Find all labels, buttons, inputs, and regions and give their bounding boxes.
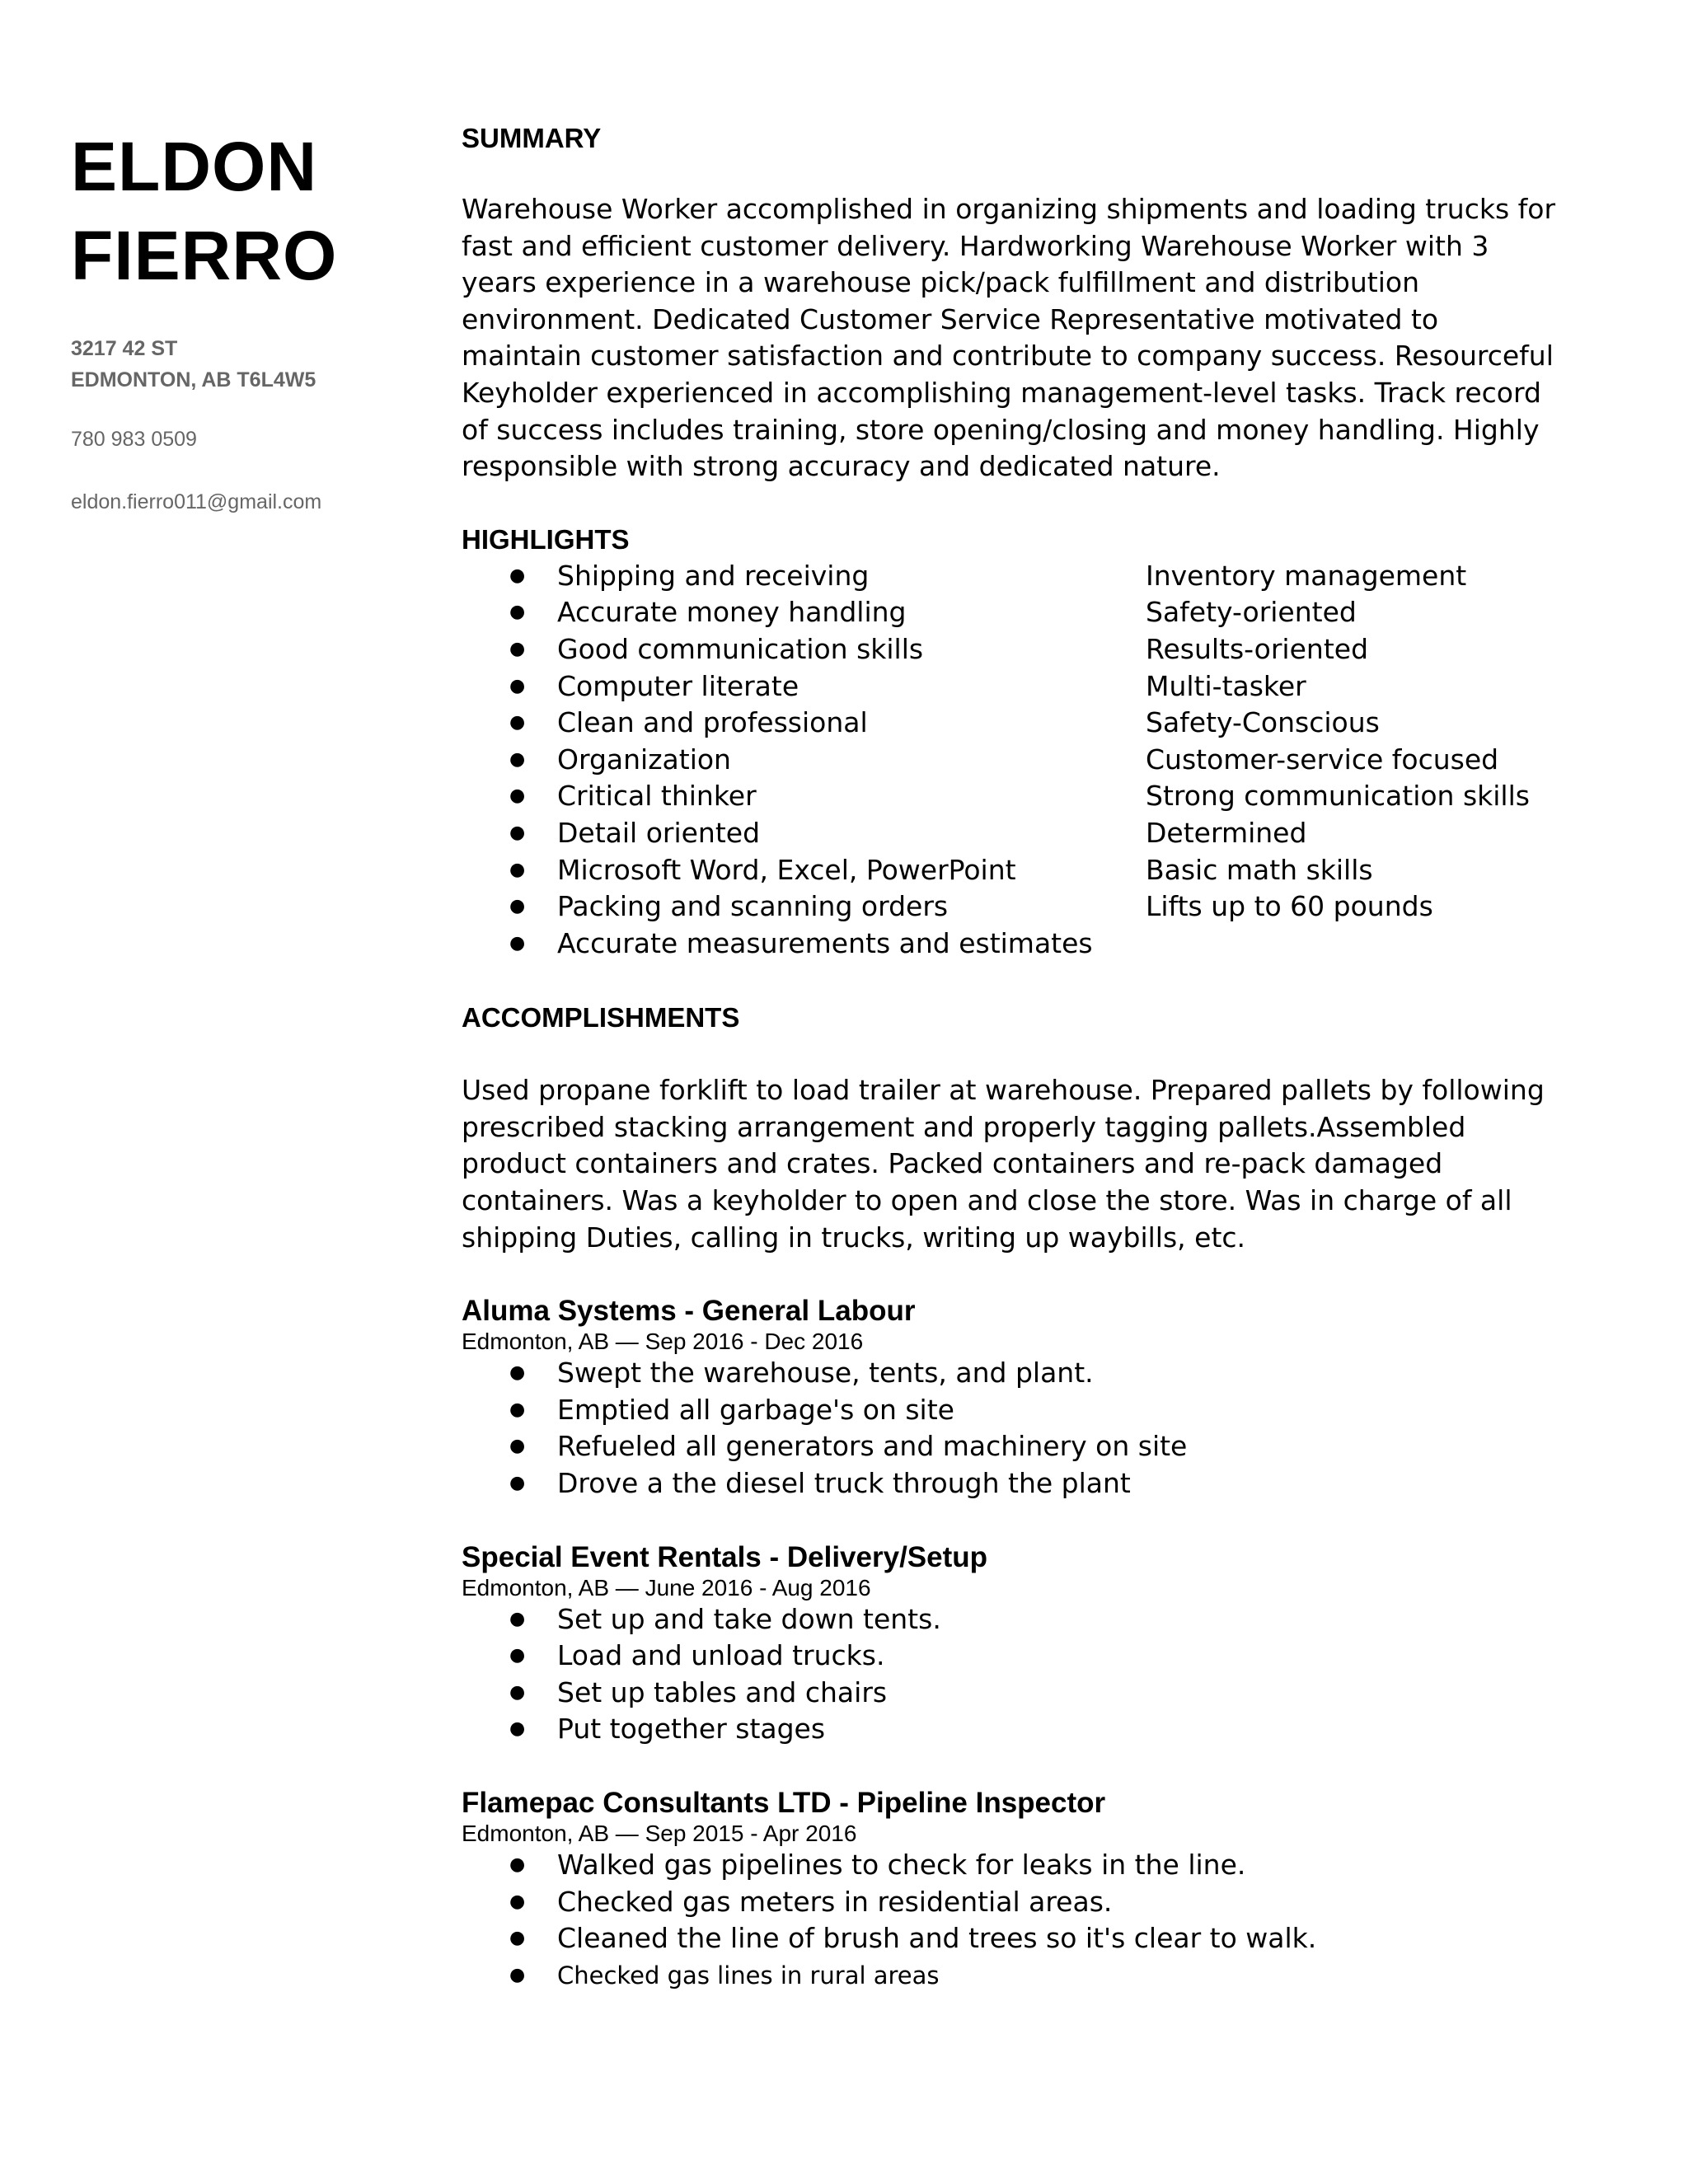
highlights-column-2	[1146, 558, 1566, 963]
address-line-1: 3217 42 ST	[71, 337, 178, 360]
job-entry	[462, 1786, 1566, 1994]
bullet-icon: ●	[509, 1473, 526, 1494]
duty-item	[462, 1884, 1566, 1921]
bullet-icon: ●	[509, 602, 526, 623]
highlight-item: Customer-service focused	[1146, 743, 1499, 776]
duty-item	[462, 1711, 1566, 1748]
bullet-icon: ●	[509, 1964, 526, 1985]
duty-item	[462, 1847, 1566, 1884]
bullet-icon: ●	[509, 1718, 526, 1740]
bullet-icon: ●	[509, 1681, 526, 1703]
bullet-icon: ●	[509, 822, 526, 843]
highlight-item	[462, 778, 1146, 815]
duty-text: Checked gas meters in residential areas.	[557, 1885, 1113, 1918]
highlight-item	[462, 926, 1146, 963]
accomplishments-heading: ACCOMPLISHMENTS	[462, 1002, 740, 1033]
summary-text: Warehouse Worker accomplished in organizing shipments and loading trucks for fast and efficient customer delivery. Hardworking Warehouse Worker with 3 years experience in a warehouse pick/pack fulfillment and distribution environment. Dedicated Customer Service Representative motivated to maintain customer satisfaction and contribute to company success. Resourceful Keyholder experienced in accomplishing management-level tasks. Track record of success includes training, store opening/closing and money handling. Highly responsible with strong accuracy and dedicated nature.	[462, 193, 1556, 483]
duty-text: Walked gas pipelines to check for leaks in the line.	[557, 1849, 1246, 1881]
bullet-icon: ●	[509, 1608, 526, 1629]
highlight-item: Multi-tasker	[1146, 669, 1306, 702]
duty-text: Set up and take down tents.	[557, 1602, 941, 1635]
bullet-icon: ●	[509, 675, 526, 696]
highlight-text: Accurate measurements and estimates	[557, 926, 1093, 959]
highlight-item	[462, 668, 1146, 705]
job-location-dates: Edmonton, AB — June 2016 - Aug 2016	[462, 1574, 871, 1601]
highlight-item	[462, 558, 1146, 595]
summary-heading: SUMMARY	[462, 123, 602, 153]
phone-number: 780 983 0509	[71, 428, 197, 451]
highlight-text: Packing and scanning orders	[557, 890, 949, 923]
bullet-icon: ●	[509, 1928, 526, 1949]
duty-item	[462, 1465, 1566, 1502]
highlight-item	[462, 705, 1146, 742]
first-name: ELDON	[71, 128, 317, 205]
duty-item	[462, 1920, 1566, 1957]
duty-item	[462, 1392, 1566, 1429]
email-address: eldon.fierro011@gmail.com	[71, 490, 322, 513]
highlight-item	[462, 815, 1146, 852]
bullet-icon: ●	[509, 896, 526, 917]
bullet-icon: ●	[509, 712, 526, 733]
duty-text: Cleaned the line of brush and trees so it's clear to walk.	[557, 1922, 1317, 1955]
duty-text: Emptied all garbage's on site	[557, 1393, 954, 1426]
duty-item	[462, 1675, 1566, 1712]
job-location-dates: Edmonton, AB — Sep 2016 - Dec 2016	[462, 1329, 864, 1355]
bullet-icon: ●	[509, 1436, 526, 1457]
duty-item	[462, 1355, 1566, 1392]
job-entry	[462, 1294, 1566, 1502]
duty-text: Put together stages	[557, 1713, 826, 1746]
accomplishments-text: Used propane forklift to load trailer at warehouse. Prepared pallets by following prescribed stacking arrangement and properly tagging pallets.Assembled product containers and crates. Packed containers and re-pack damaged containers. Was a keyholder to open and close the store. Was in charge of all shipping Duties, calling in trucks, writing up waybills, etc.	[462, 1074, 1545, 1254]
job-entry	[462, 1540, 1566, 1748]
highlights-heading: HIGHLIGHTS	[462, 523, 630, 555]
highlight-text: Good communication skills	[557, 632, 924, 665]
duty-text: Swept the warehouse, tents, and plant.	[557, 1357, 1094, 1390]
bullet-icon: ●	[509, 932, 526, 954]
content-column	[462, 120, 1566, 1994]
highlight-item	[462, 742, 1146, 779]
highlight-item: Safety-oriented	[1146, 596, 1357, 629]
bullet-icon: ●	[509, 748, 526, 770]
contact-column	[71, 122, 417, 518]
highlight-text: Shipping and receiving	[557, 559, 870, 592]
highlight-item: Lifts up to 60 pounds	[1146, 890, 1433, 923]
experience-list	[462, 1294, 1566, 1994]
highlight-item: Strong communication skills	[1146, 780, 1530, 813]
highlight-item	[462, 631, 1146, 668]
address	[71, 333, 417, 396]
bullet-icon: ●	[509, 638, 526, 659]
duty-item	[462, 1957, 1566, 1994]
duty-item	[462, 1638, 1566, 1675]
duty-text: Load and unload trucks.	[557, 1639, 885, 1672]
bullet-icon: ●	[509, 1891, 526, 1912]
job-duties	[462, 1847, 1566, 1994]
last-name: FIERRO	[71, 217, 338, 294]
duty-text: Checked gas lines in rural areas	[557, 1961, 940, 1990]
duty-text: Drove a the diesel truck through the plant	[557, 1467, 1131, 1500]
bullet-icon: ●	[509, 785, 526, 807]
highlight-item: Safety-Conscious	[1146, 706, 1380, 739]
highlight-text: Computer literate	[557, 669, 799, 702]
job-title: Special Event Rentals - Delivery/Setup	[462, 1540, 988, 1573]
highlights-column-1	[462, 558, 1146, 963]
bullet-icon: ●	[509, 1362, 526, 1384]
job-duties	[462, 1601, 1566, 1748]
highlight-item: Results-oriented	[1146, 632, 1369, 665]
highlight-item	[462, 888, 1146, 926]
bullet-icon: ●	[509, 1399, 526, 1420]
highlight-text: Critical thinker	[557, 780, 757, 813]
highlight-item	[462, 594, 1146, 631]
duty-item	[462, 1601, 1566, 1638]
highlight-text: Microsoft Word, Excel, PowerPoint	[557, 853, 1016, 886]
bullet-icon: ●	[509, 1645, 526, 1666]
highlight-text: Organization	[557, 743, 731, 776]
highlight-text: Detail oriented	[557, 816, 761, 849]
bullet-icon: ●	[509, 1854, 526, 1875]
bullet-icon: ●	[509, 859, 526, 880]
bullet-icon: ●	[509, 565, 526, 586]
job-title: Aluma Systems - General Labour	[462, 1295, 916, 1328]
job-title: Flamepac Consultants LTD - Pipeline Inspector	[462, 1787, 1106, 1819]
job-duties	[462, 1355, 1566, 1502]
address-line-2: EDMONTON, AB T6L4W5	[71, 368, 316, 391]
duty-text: Refueled all generators and machinery on site	[557, 1430, 1188, 1463]
duty-item	[462, 1428, 1566, 1465]
highlight-text: Clean and professional	[557, 706, 868, 739]
highlight-item: Basic math skills	[1146, 853, 1373, 886]
highlight-item: Determined	[1146, 816, 1307, 849]
highlight-item: Inventory management	[1146, 559, 1467, 592]
highlight-item	[462, 852, 1146, 889]
highlight-text: Accurate money handling	[557, 596, 907, 629]
job-location-dates: Edmonton, AB — Sep 2015 - Apr 2016	[462, 1821, 857, 1846]
duty-text: Set up tables and chairs	[557, 1675, 888, 1708]
highlights-list	[462, 558, 1566, 963]
